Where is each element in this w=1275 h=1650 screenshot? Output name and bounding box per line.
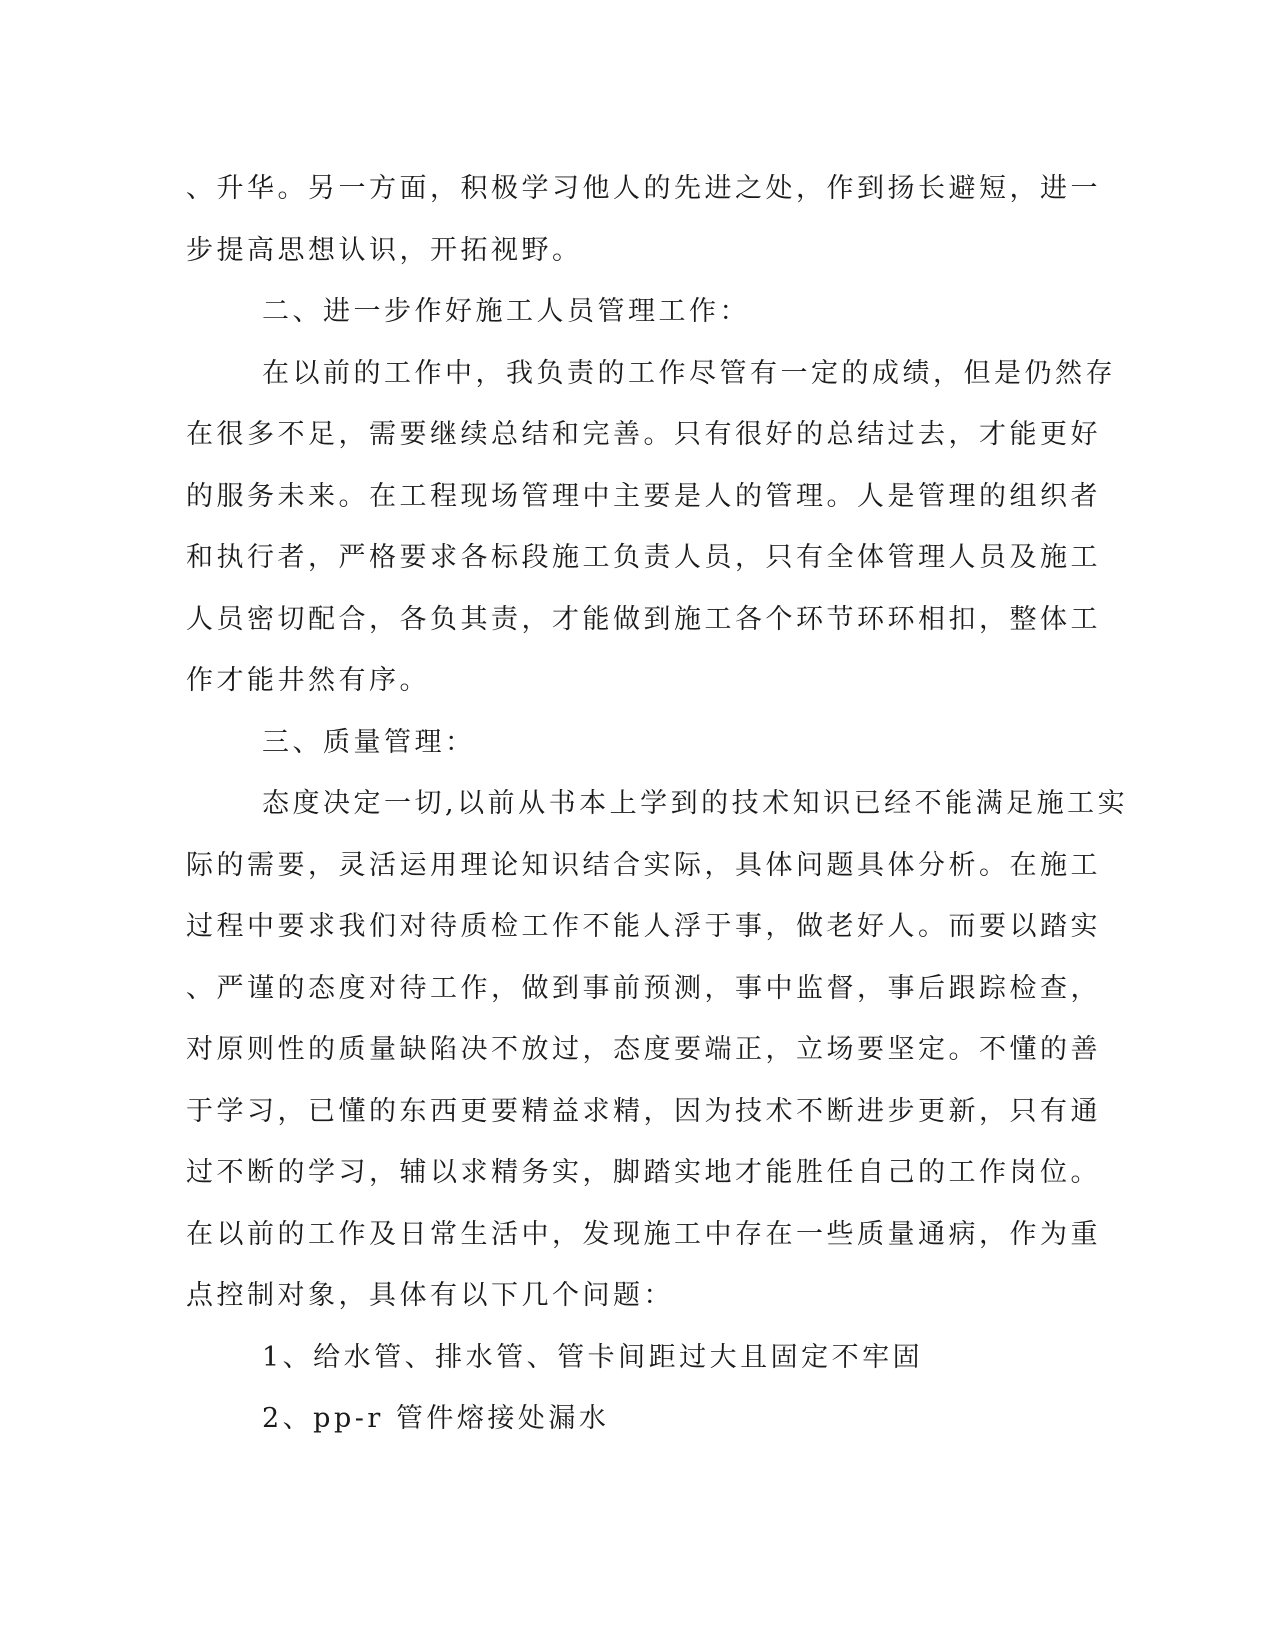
text-line: 在以前的工作及日常生活中，发现施工中存在一些质量通病，作为重	[186, 1218, 1101, 1250]
text-line: 、严谨的态度对待工作，做到事前预测，事中监督，事后跟踪检查，	[186, 972, 1101, 1004]
text-line: 的服务未来。在工程现场管理中主要是人的管理。人是管理的组织者	[186, 480, 1101, 512]
text-line: 在以前的工作中，我负责的工作尽管有一定的成绩，但是仍然存	[262, 357, 1116, 389]
text-line: 1、给水管、排水管、管卡间距过大且固定不牢固	[262, 1341, 924, 1373]
text-line: 对原则性的质量缺陷决不放过，态度要端正，立场要坚定。不懂的善	[186, 1034, 1101, 1065]
text-line: 在很多不足，需要继续总结和完善。只有很好的总结过去，才能更好	[186, 419, 1101, 450]
text-line: 于学习，已懂的东西更要精益求精，因为技术不断进步更新，只有通	[186, 1095, 1101, 1127]
text-line: 、升华。另一方面，积极学习他人的先进之处，作到扬长避短，进一	[186, 173, 1101, 204]
text-line: 过不断的学习，辅以求精务实，脚踏实地才能胜任自己的工作岗位。	[186, 1157, 1101, 1188]
text-line: 际的需要，灵活运用理论知识结合实际，具体问题具体分析。在施工	[186, 849, 1101, 881]
text-line: 态度决定一切,以前从书本上学到的技术知识已经不能满足施工实	[262, 788, 1129, 819]
text-line: 二、进一步作好施工人员管理工作：	[262, 296, 750, 327]
text-line: 过程中要求我们对待质检工作不能人浮于事，做老好人。而要以踏实	[186, 911, 1101, 942]
text-line: 点控制对象，具体有以下几个问题：	[186, 1280, 674, 1311]
text-line: 作才能井然有序。	[186, 665, 430, 696]
text-line: 人员密切配合，各负其责，才能做到施工各个环节环环相扣，整体工	[186, 603, 1101, 635]
text-line: 2、pp-r 管件熔接处漏水	[262, 1403, 610, 1434]
text-line: 步提高思想认识，开拓视野。	[186, 234, 583, 266]
document-body	[186, 158, 1129, 1450]
text-line: 三、质量管理：	[262, 726, 476, 758]
text-line: 和执行者，严格要求各标段施工负责人员，只有全体管理人员及施工	[186, 542, 1101, 573]
